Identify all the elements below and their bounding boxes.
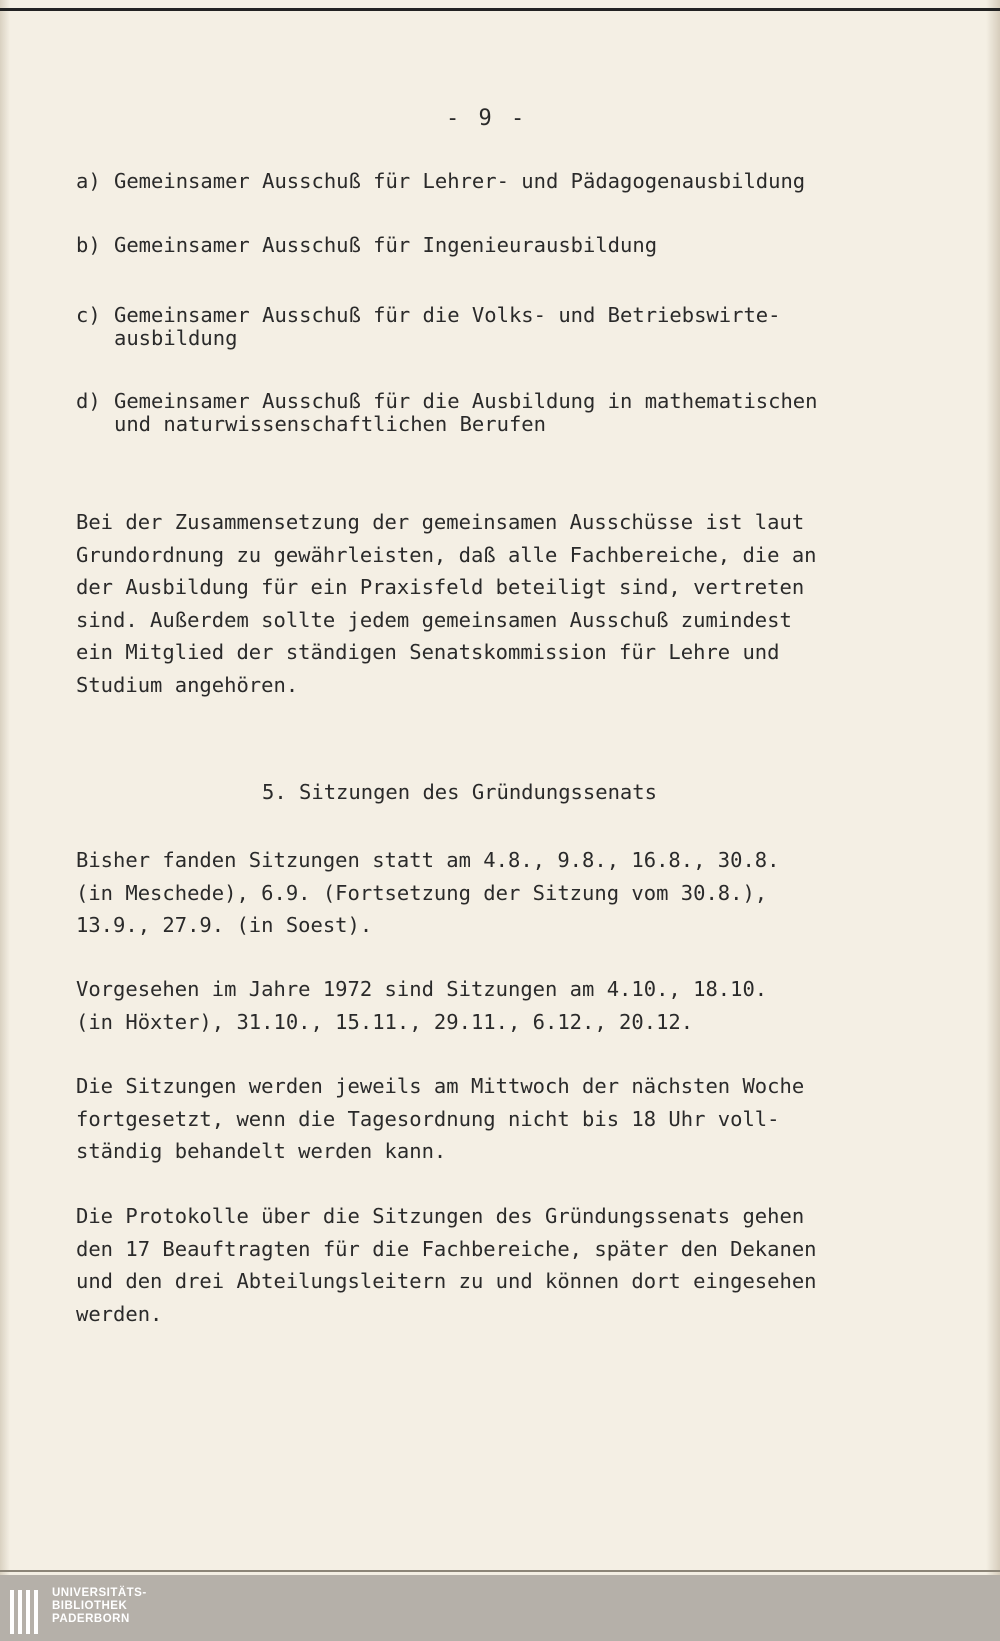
paragraph-continuation: Die Sitzungen werden jeweils am Mittwoch der nächsten Woche fortgesetzt, wenn die Tagesordnung nicht bis 18 Uhr voll- ständig behandelt werden kann. <box>76 1074 805 1163</box>
list-item-continuation: ausbildung <box>114 326 238 350</box>
paragraph-protocols: Die Protokolle über die Sitzungen des Gründungssenats gehen den 17 Beauftragten für die Fachbereiche, später den Dekanen und den drei Abteilungsleitern zu und können dort eingesehen werden. <box>76 1204 817 1326</box>
paragraph-committees: Bei der Zusammensetzung der gemeinsamen Ausschüsse ist laut Grundordnung zu gewährleisten, daß alle Fachbereiche, die an der Ausbildung für ein Praxisfeld beteiligt sind, vertreten sind. Außerdem sollte jedem gemeinsamen Ausschuß zumindest ein Mitglied der ständigen Senatskommission für Lehre und Studium angehören. <box>76 510 817 697</box>
library-logo <box>52 1587 147 1626</box>
list-marker: d) <box>76 389 101 413</box>
library-logo-icon <box>10 1590 42 1634</box>
page-left-edge <box>0 0 10 1641</box>
list-item <box>76 234 657 257</box>
list-item <box>76 390 818 436</box>
paragraph-planned-sessions: Vorgesehen im Jahre 1972 sind Sitzungen am 4.10., 18.10. (in Höxter), 31.10., 15.11., 29.11., 6.12., 20.12. <box>76 977 768 1034</box>
list-item <box>76 170 805 193</box>
list-item <box>76 304 780 350</box>
library-logo-line: UNIVERSITÄTS- <box>52 1587 147 1599</box>
footer-band <box>0 1575 1000 1641</box>
page-right-edge <box>986 0 1000 1641</box>
bottom-rule <box>0 1570 1000 1572</box>
paragraph-past-sessions: Bisher fanden Sitzungen statt am 4.8., 9.8., 16.8., 30.8. (in Meschede), 6.9. (Fortsetzung der Sitzung vom 30.8.), 13.9., 27.9. (in Soest). <box>76 848 780 937</box>
list-marker: a) <box>76 169 101 193</box>
list-item-text: Gemeinsamer Ausschuß für Lehrer- und Pädagogenausbildung <box>114 169 806 193</box>
list-marker: b) <box>76 233 101 257</box>
list-item-continuation: und naturwissenschaftlichen Berufen <box>114 412 546 436</box>
library-logo-line: PADERBORN <box>52 1613 130 1625</box>
list-item-text: Gemeinsamer Ausschuß für die Volks- und Betriebswirte- <box>114 303 781 327</box>
list-item-text: Gemeinsamer Ausschuß für die Ausbildung in mathematischen <box>114 389 818 413</box>
list-marker: c) <box>76 303 101 327</box>
top-rule <box>0 8 1000 11</box>
list-item-text: Gemeinsamer Ausschuß für Ingenieurausbildung <box>114 233 658 257</box>
section-heading: 5. Sitzungen des Gründungssenats <box>262 780 657 804</box>
page-number: - 9 - <box>446 106 528 131</box>
library-logo-line: BIBLIOTHEK <box>52 1600 128 1612</box>
